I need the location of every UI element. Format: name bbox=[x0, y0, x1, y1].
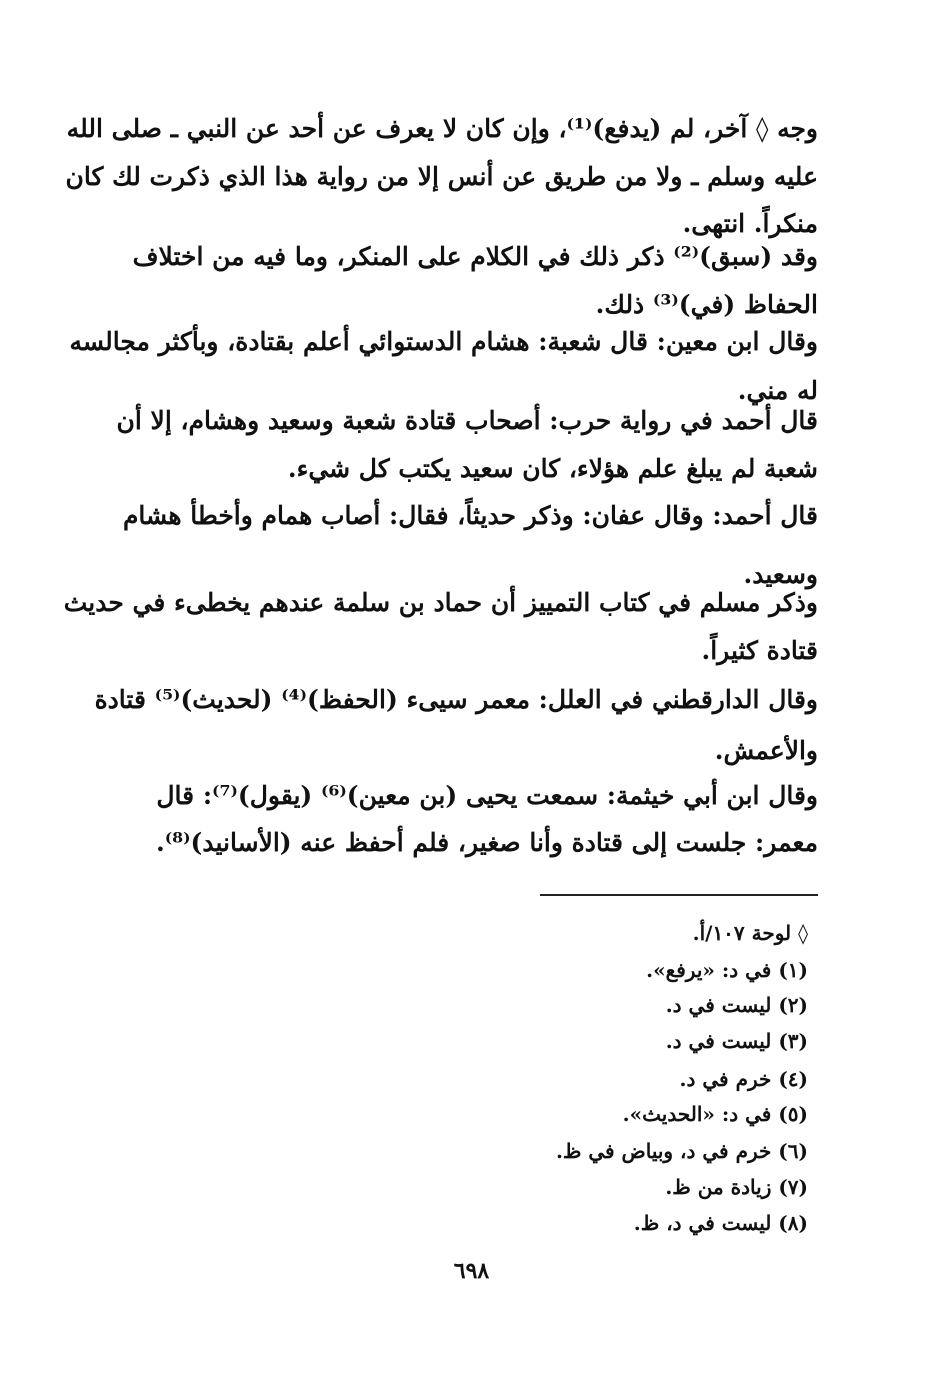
footnote-separator bbox=[540, 894, 818, 896]
body-line-9: شعبة لم يبلغ علم هؤلاء، كان سعيد يكتب كل شيء. bbox=[287, 454, 818, 483]
body-line-16: وقال ابن أبي خيثمة: سمعت يحيى (بن معين)⁽⁶⁾ (يقول)⁽⁷⁾: قال bbox=[156, 781, 818, 810]
body-line-7: له مني. bbox=[737, 376, 818, 405]
footnote-1: (١) في د: «يرفع». bbox=[646, 958, 808, 982]
body-line-14: وقال الدارقطني في العلل: معمر سيىء (الحفظ)⁽⁴⁾ (لحديث)⁽⁵⁾ قتادة bbox=[94, 685, 818, 714]
body-line-11: وسعيد. bbox=[743, 560, 818, 589]
footnote-6: (٦) خرم في د، وبياض في ظ. bbox=[555, 1139, 808, 1163]
body-line-8: قال أحمد في رواية حرب: أصحاب قتادة شعبة وسعيد وهشام، إلا أن bbox=[116, 406, 818, 435]
footnote-marker: ◊ لوحة ١٠٧/أ. bbox=[692, 921, 808, 945]
body-line-5: الحفاظ (في)⁽³⁾ ذلك. bbox=[595, 290, 818, 319]
body-line-6: وقال ابن معين: قال شعبة: هشام الدستوائي أعلم بقتادة، وبأكثر مجالسه bbox=[69, 327, 818, 356]
footnote-4: (٤) خرم في د. bbox=[679, 1067, 808, 1091]
body-line-10: قال أحمد: وقال عفان: وذكر حديثاً، فقال: أصاب همام وأخطأ هشام bbox=[122, 501, 818, 530]
body-line-3: منكراً. انتهى. bbox=[682, 209, 818, 238]
body-line-15: والأعمش. bbox=[714, 736, 818, 765]
body-line-12: وذكر مسلم في كتاب التمييز أن حماد بن سلمة عندهم يخطىء في حديث bbox=[63, 588, 818, 617]
page-number: ٦٩٨ bbox=[453, 1258, 490, 1284]
footnote-5: (٥) في د: «الحديث». bbox=[622, 1102, 808, 1126]
footnote-8: (٨) ليست في د، ظ. bbox=[633, 1211, 808, 1235]
footnote-3: (٣) ليست في د. bbox=[665, 1029, 808, 1053]
body-line-2: عليه وسلم ـ ولا من طريق عن أنس إلا من رواية هذا الذي ذكرت لك كان bbox=[65, 162, 818, 191]
body-line-1: وجه ◊ آخر، لم (يدفع)⁽¹⁾، وإن كان لا يعرف عن أحد عن النبي ـ صلى الله bbox=[66, 114, 818, 143]
footnote-2: (٢) ليست في د. bbox=[665, 993, 808, 1017]
body-line-13: قتادة كثيراً. bbox=[701, 636, 818, 665]
footnote-7: (٧) زيادة من ظ. bbox=[665, 1175, 808, 1199]
body-line-4: وقد (سبق)⁽²⁾ ذكر ذلك في الكلام على المنكر، وما فيه من اختلاف bbox=[132, 242, 818, 271]
body-line-17: معمر: جلست إلى قتادة وأنا صغير، فلم أحفظ عنه (الأسانيد)⁽⁸⁾. bbox=[156, 828, 818, 857]
